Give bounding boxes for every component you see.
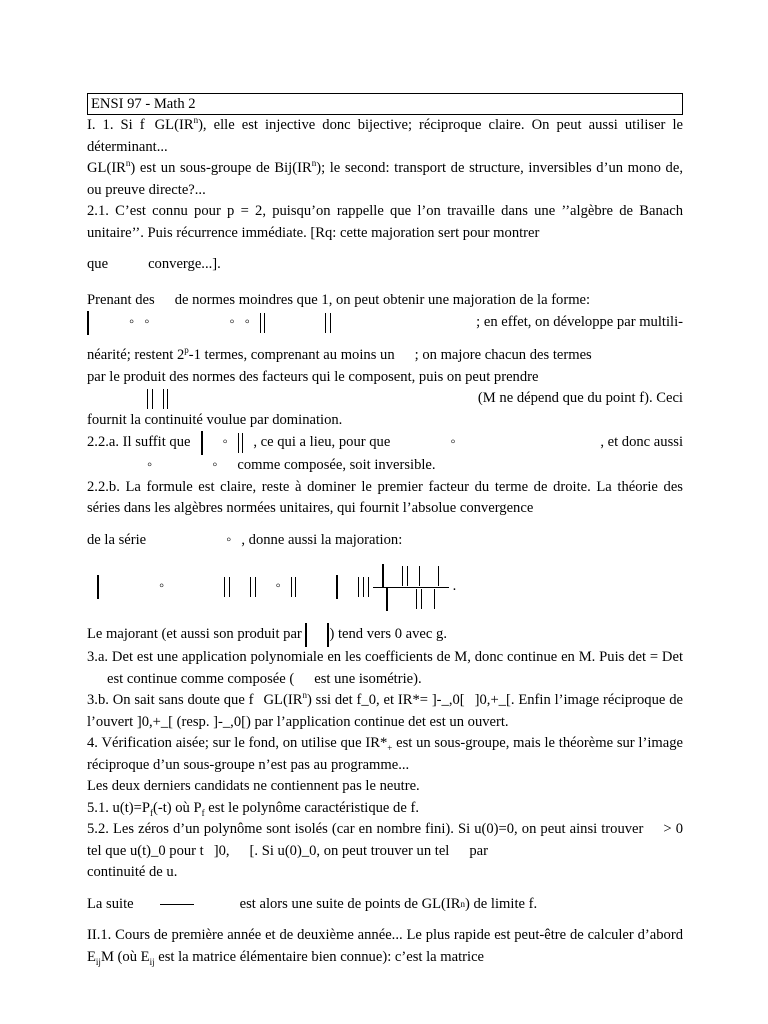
paragraph-II-1: II.1. Cours de première année et de deuxième année... Le plus rapide est peut-être de calculer d’abord $E_{ij}M$ (où $E_{ij}$ est la matrice élémentaire bien connue): c’est la matrice [87, 927, 683, 967]
header-title: ENSI 97 - Math 2 [91, 96, 196, 112]
paragraph-2-2-a: 2.2.a. Il suffit que ◦ , ce qui a lieu, pour que ◦ , et donc aussi [87, 431, 683, 455]
paragraph-candidats: Les deux derniers candidats ne contiennent pas le neutre. [87, 778, 420, 794]
paragraph-4: 4. Vérification aisée; sur le fond, on utilise que $IR*_+$ est un sous-groupe, mais le théorème sur l’image réciproque d’un sous-groupe n’est pas au programme... [87, 735, 683, 773]
paragraph-suite: La suite est alors une suite de points de GL(IR n ) de limite f. [87, 895, 538, 912]
paragraph-5-2: 5.2. Les zéros d’un polynôme sont isolés (car en nombre fini). Si u(0)=0, on peut ainsi trouver > 0 tel que u(t)_0 pour t ]0, [. Si u(0)_0, on peut trouver un tel par [87, 821, 684, 859]
paragraph-serie: de la série ◦ , donne aussi la majoration: [87, 531, 403, 548]
document-page [87, 93, 683, 968]
formula-M: (M ne dépend que du point f). Ceci [87, 388, 683, 410]
paragraph-1-2: $GL(IR^n)$ est un sous-groupe de $Bij(IR^n)$; le second: transport de structure, inversibles d’un mono de, ou preuve directe?... [87, 158, 683, 198]
paragraph-1-1: I. 1. Si f $GL(IR^n)$, elle est injective donc bijective; réciproque claire. On peut aussi utiliser le déterminant... [87, 115, 683, 155]
paragraph-produit: par le produit des normes des facteurs qui le composent, puis on peut prendre [87, 368, 539, 385]
paragraph-5-1: 5.1. $u(t)=P_f(-t)$ où $P_f$ est le polynôme caractéristique de f. [87, 799, 419, 818]
paragraph-2-1: 2.1. C’est connu pour p = 2, puisqu’on rappelle que l’on travaille dans une ’’algèbre de Banach unitaire’’. Puis récurrence immédiate. [Rq: cette majoration sert pour montrer [87, 203, 683, 241]
paragraph-majorant: Le majorant (et aussi son produit par ) tend vers 0 avec g. [87, 623, 683, 647]
paragraph-linearite: néarité; restent 2$^p$-1 termes, comprenant au moins un ; on majore chacun des termes [87, 345, 592, 363]
fraction [373, 565, 449, 610]
formula-majoration-1: ◦ ◦ ◦ ◦ ; en effet, on développe par multili- [87, 311, 683, 335]
paragraph-3-b: 3.b. On sait sans doute que f $GL(IR^n)$ ssi det f_0, et IR*= ]-_,0[ ]0,+_[. Enfin l’image réciproque de l’ouvert ]0,+_[ (resp. ]-_,0[) par l’application continue det est un ouvert. [87, 690, 683, 730]
paragraph-3-a: 3.a. Det est une application polynomiale en les coefficients de M, donc continue en M. Puis det = Detest continue comme composée ( est une isométrie). [87, 649, 683, 687]
paragraph-composee: ◦ ◦ comme composée, soit inversible. [147, 457, 436, 473]
paragraph-continuite-u: continuité de u. [87, 864, 178, 880]
formula-majoration-2: ◦ ◦ . [87, 561, 683, 613]
paragraph-2-2-b: 2.2.b. La formule est claire, reste à dominer le premier facteur du terme de droite. La théorie des séries dans les algèbres normées unitaires, qui fournit l’absolue convergence [87, 478, 683, 516]
document-header [87, 93, 683, 115]
paragraph-continuite: fournit la continuité voulue par domination. [87, 411, 343, 428]
paragraph-2-1-que: que converge...]. [87, 256, 221, 272]
paragraph-prenant: Prenant des de normes moindres que 1, on peut obtenir une majoration de la forme: [87, 291, 591, 308]
